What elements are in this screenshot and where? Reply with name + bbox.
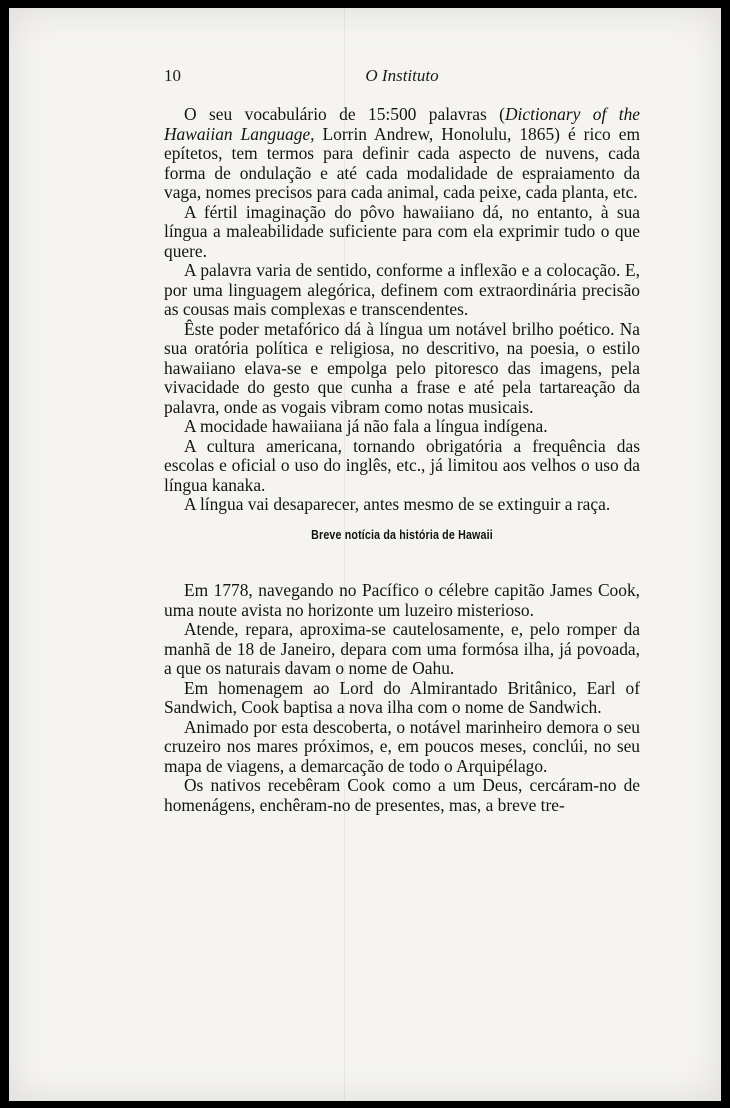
running-title: O Instituto xyxy=(365,66,439,85)
paragraph: A cultura americana, tornando obrigatória a frequência das escolas e oficial o uso do inglês, etc., já limitou aos velhos o uso da língua kanaka. xyxy=(164,435,640,495)
paragraph: Êste poder metafórico dá à língua um notável brilho poético. Na sua oratória política e religiosa, no descritivo, na poesia, o estilo hawaiiano elava-se e empolga pelo pitoresco das imagens, pela vivacidade do gesto que cunha a frase e até pela tartareação da palavra, onde as vogais vibram como notas musicais. xyxy=(164,318,640,417)
paragraph: Em homenagem ao Lord do Almirantado Britânico, Earl of Sandwich, Cook baptisa a nova ilha com o nome de Sandwich. xyxy=(164,677,640,717)
paragraph: A fértil imaginação do pôvo hawaiiano dá, no entanto, à sua língua a maleabilidade suficiente para com ela exprimir tudo o que quere. xyxy=(164,201,640,261)
paragraph: Em 1778, navegando no Pacífico o célebre capitão James Cook, uma noute avista no horizonte um luzeiro misterioso. xyxy=(164,580,640,620)
book-title: Dictionary of the Hawaiian Language, xyxy=(164,104,640,144)
paragraph xyxy=(164,105,640,203)
paragraph: A mocidade hawaiiana já não fala a língua indígena. xyxy=(184,416,548,436)
paragraph-text: Lorrin Andrew, Honolulu, 1865) é rico em epítetos, tem termos para definir cada aspecto de nuvens, cada forma de ondulação e até cada modalidade de espraiamento da vaga, nomes precisos para cada animal, cada peixe, cada planta, etc. xyxy=(164,123,640,202)
page-header xyxy=(164,66,640,86)
section-heading: Breve notícia da história de Hawaii xyxy=(311,526,493,542)
paragraph-text: O seu vocabulário de 15:500 palavras ( xyxy=(184,104,505,124)
paragraph: A língua vai desaparecer, antes mesmo de se extinguir a raça. xyxy=(184,494,611,514)
paragraph: Atende, repara, aproxima-se cautelosamente, e, pelo romper da manhã de 18 de Janeiro, depara com uma formósa ilha, já povoada, a que os naturais davam o nome de Oahu. xyxy=(164,619,640,678)
paragraph: A palavra varia de sentido, conforme a inflexão e a colocação. E, por uma linguagem alegórica, definem com extraordinária precisão as cousas mais complexas e transcendentes. xyxy=(164,260,640,319)
paragraph: Os nativos recebêram Cook como a um Deus, cercáram-no de homenágens, enchêram-no de presentes, mas, a breve tre- xyxy=(164,775,640,815)
page-number: 10 xyxy=(164,66,181,85)
paragraph: Animado por esta descoberta, o notável marinheiro demora o seu cruzeiro nos mares próximos, e, em poucos meses, conclúi, no seu mapa de viagens, a demarcação de todo o Arquipélago. xyxy=(164,716,640,776)
body-text xyxy=(164,105,640,815)
